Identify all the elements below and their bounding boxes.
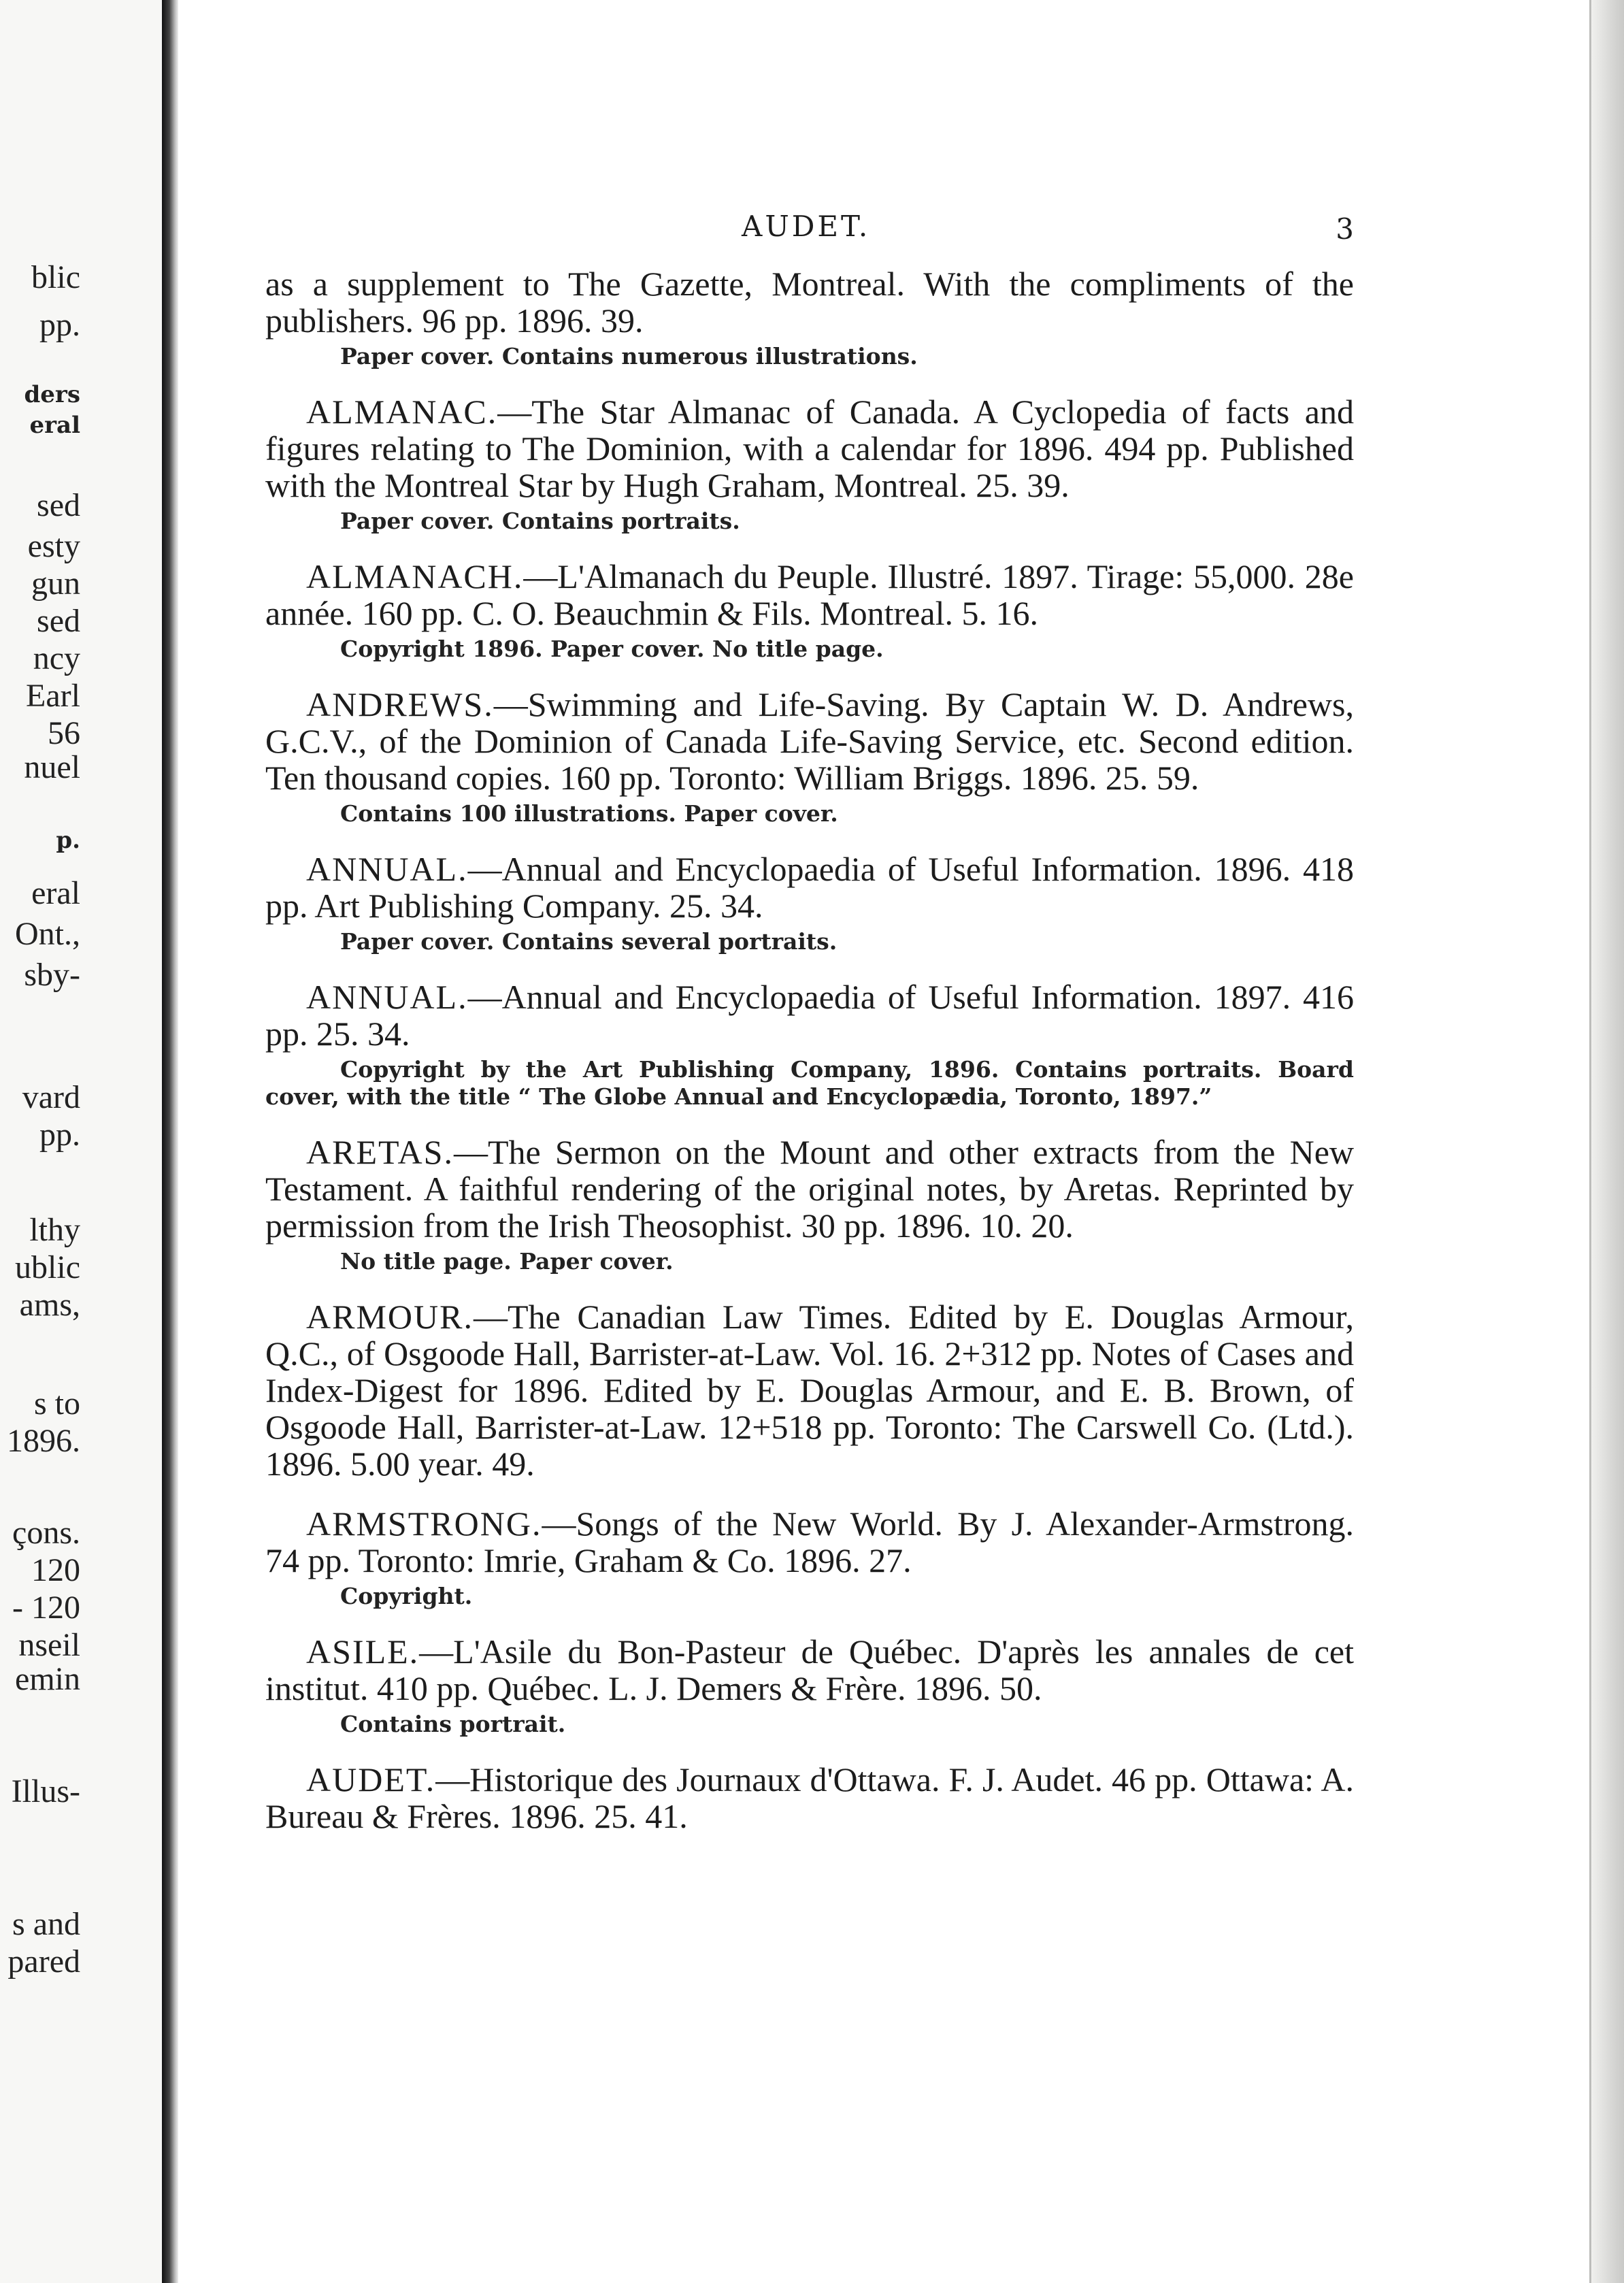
entry-heading: ALMANACH.	[306, 557, 524, 595]
left-page-fragment: s to	[33, 1385, 80, 1422]
bibliography-entry	[265, 393, 1354, 535]
left-page-fragment: çons.	[12, 1515, 80, 1551]
entry-body	[265, 979, 1354, 1052]
entry-text: —The Star Almanac of Canada. A Cyclopedia of facts and figures relating to The Dominion, with a calendar for 1896. 494 pp. Published with the Montreal Star by Hugh Graham, Montreal. 25. 39.	[265, 393, 1354, 504]
bibliography-entry	[265, 1633, 1354, 1738]
left-page-fragment: 1896.	[7, 1423, 80, 1459]
bibliography-entry	[265, 979, 1354, 1111]
entry-note: Copyright.	[340, 1583, 473, 1609]
entry-note: Copyright 1896. Paper cover. No title page.	[340, 636, 884, 662]
bibliography-entry	[265, 686, 1354, 827]
left-page-fragment: pared	[7, 1943, 80, 1980]
entry-note: Paper cover. Contains numerous illustrations.	[340, 343, 918, 369]
left-page-fragment: eral	[31, 875, 80, 911]
left-page-sliver	[0, 0, 162, 2283]
left-page-fragment: sed	[37, 487, 80, 523]
entry-heading: ANNUAL.	[306, 850, 468, 888]
left-page-fragment: Illus-	[11, 1773, 80, 1809]
left-page-fragment: esty	[27, 528, 80, 564]
page-number: 3	[1336, 212, 1354, 246]
left-page-fragment: nuel	[24, 749, 80, 785]
bibliography-entry	[265, 1134, 1354, 1275]
bibliography-entries	[265, 265, 1354, 1858]
left-page-fragment: ublic	[15, 1249, 80, 1285]
page-edge	[1591, 0, 1624, 2283]
left-page-fragment: lthy	[29, 1212, 80, 1248]
entry-text: —The Canadian Law Times. Edited by E. Douglas Armour, Q.C., of Osgoode Hall, Barrister-at-Law. Vol. 16. 2+312 pp. Notes of Cases and Index-Digest for 1896. Edited by E. Douglas Armour, and E. B. Brown, of Osgoode Hall, Barrister-at-Law. 12+518 pp. Toronto: The Carswell Co. (Ltd.). 1896. 5.00 year. 49.	[265, 1298, 1354, 1483]
entry-text: —Swimming and Life-Saving. By Captain W. D. Andrews, G.C.V., of the Dominion of Canada Life-Saving Service, etc. Second edition. Ten thousand copies. 160 pp. Toronto: William Briggs. 1896. 25. 59.	[265, 685, 1354, 797]
left-page-fragment: eral	[29, 412, 80, 439]
left-page-fragment: gun	[31, 565, 80, 602]
entry-text: —Annual and Encyclopaedia of Useful Information. 1896. 418 pp. Art Publishing Company. 25. 34.	[265, 850, 1354, 925]
left-page-fragment: blic	[31, 259, 80, 295]
entry-body	[265, 1298, 1354, 1482]
left-page-fragment: ders	[24, 381, 80, 408]
left-page-fragment: sby-	[24, 957, 80, 993]
left-page-fragment: pp.	[39, 307, 80, 343]
entry-text: —L'Asile du Bon-Pasteur de Québec. D'après les annales de cet institut. 410 pp. Québec. L. J. Demers & Frère. 1896. 50.	[265, 1632, 1354, 1707]
bibliography-entry	[265, 1761, 1354, 1835]
left-page-fragment: 120	[31, 1552, 80, 1588]
entry-text: as a supplement to The Gazette, Montreal. With the compliments of the publishers. 96 pp. 1896. 39.	[265, 265, 1354, 340]
entry-heading: ALMANAC.	[306, 393, 498, 431]
entry-heading: ANNUAL.	[306, 978, 468, 1016]
entry-text: —Songs of the New World. By J. Alexander-Armstrong. 74 pp. Toronto: Imrie, Graham & Co. 1896. 27.	[265, 1505, 1354, 1579]
entry-note: Contains portrait.	[340, 1711, 566, 1737]
entry-text: —The Sermon on the Mount and other extracts from the New Testament. A faithful rendering of the original notes, by Aretas. Reprinted by permission from the Irish Theosophist. 30 pp. 1896. 10. 20.	[265, 1133, 1354, 1245]
entry-body	[265, 265, 1354, 339]
left-page-fragment: sed	[37, 603, 80, 639]
entry-body	[265, 1134, 1354, 1244]
left-page-fragment: 56	[48, 715, 80, 751]
entry-body	[265, 1761, 1354, 1835]
entry-text: —Annual and Encyclopaedia of Useful Information. 1897. 416 pp. 25. 34.	[265, 978, 1354, 1053]
entry-note: Paper cover. Contains several portraits.	[340, 928, 838, 955]
entry-note: Contains 100 illustrations. Paper cover.	[340, 800, 838, 827]
bibliography-entry	[265, 265, 1354, 370]
entry-note: No title page. Paper cover.	[340, 1248, 674, 1275]
running-title: AUDET.	[742, 210, 871, 243]
left-page-fragment: ams,	[19, 1287, 80, 1323]
entry-heading: ANDREWS.	[306, 685, 494, 723]
left-page-fragment: p.	[56, 827, 80, 854]
entry-note: Paper cover. Contains portraits.	[340, 508, 740, 534]
bibliography-entry	[265, 851, 1354, 955]
bibliography-entry	[265, 1505, 1354, 1610]
left-page-fragment: Ont.,	[15, 916, 80, 952]
bibliography-entry	[265, 558, 1354, 663]
left-page-fragment: pp.	[39, 1117, 80, 1153]
entry-heading: ARMOUR.	[306, 1298, 474, 1336]
left-page-fragment: nseil	[18, 1627, 80, 1663]
entry-body	[265, 393, 1354, 504]
entry-body	[265, 1633, 1354, 1707]
entry-note: Copyright by the Art Publishing Company, 1896. Contains portraits. Board cover, with the title “ The Globe Annual and Encyclopædia, Toronto, 1897.”	[265, 1056, 1354, 1110]
left-page-fragment: vard	[22, 1079, 80, 1115]
left-page-fragment: emin	[15, 1661, 80, 1697]
left-page-fragment: - 120	[12, 1590, 80, 1626]
book-gutter	[162, 0, 178, 2283]
entry-heading: ARMSTRONG.	[306, 1505, 542, 1543]
entry-body	[265, 1505, 1354, 1579]
entry-body	[265, 686, 1354, 796]
left-page-fragment: Earl	[26, 678, 80, 714]
left-page-fragment: s and	[12, 1906, 80, 1942]
running-head	[265, 204, 1354, 245]
entry-body	[265, 558, 1354, 631]
entry-heading: ARETAS.	[306, 1133, 454, 1171]
entry-text: —Historique des Journaux d'Ottawa. F. J. Audet. 46 pp. Ottawa: A. Bureau & Frères. 1896. 25. 41.	[265, 1760, 1354, 1835]
entry-body	[265, 851, 1354, 924]
entry-heading: ASILE.	[306, 1632, 420, 1671]
left-page-fragment: ncy	[33, 640, 80, 676]
entry-text: —L'Almanach du Peuple. Illustré. 1897. Tirage: 55,000. 28e année. 160 pp. C. O. Beauchmin & Fils. Montreal. 5. 16.	[265, 557, 1354, 632]
entry-heading: AUDET.	[306, 1760, 436, 1799]
bibliography-entry	[265, 1298, 1354, 1482]
